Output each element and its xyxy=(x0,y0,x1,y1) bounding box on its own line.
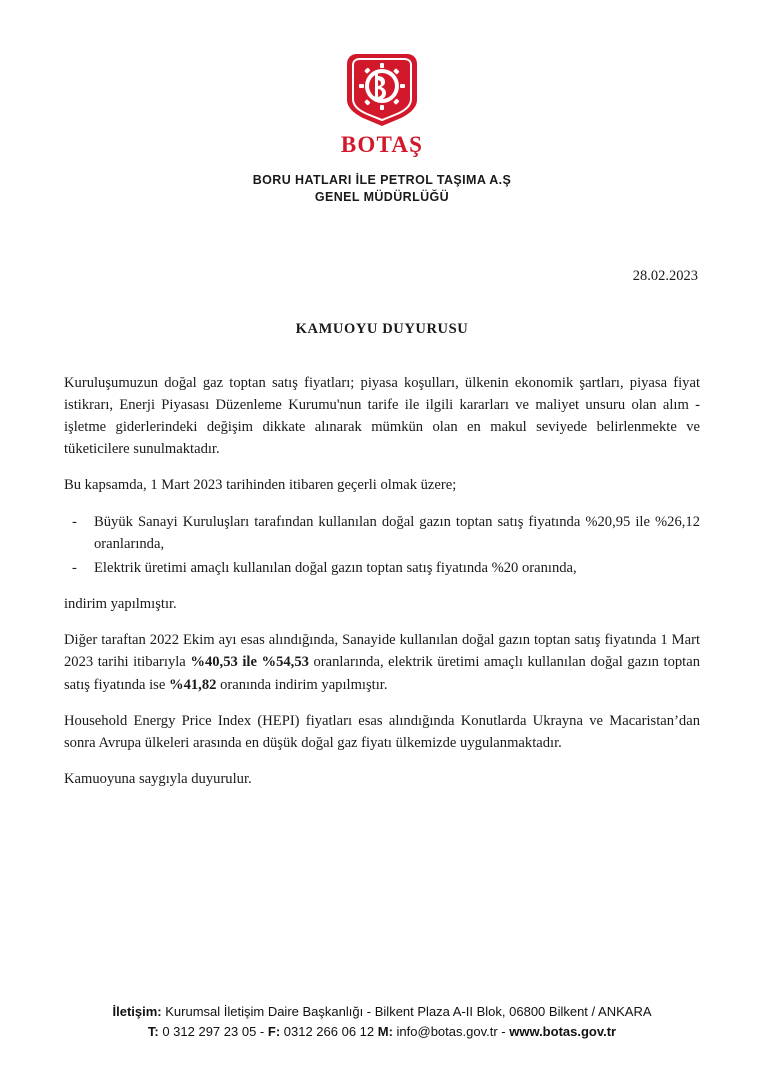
document-body xyxy=(64,372,700,791)
footer-phone-value: 0 312 297 23 05 - xyxy=(158,1023,268,1039)
bullet-marker: - xyxy=(72,513,77,530)
footer-website-link[interactable]: www.botas.gov.tr xyxy=(509,1023,617,1039)
logo-wordmark: BOTAŞ xyxy=(340,132,424,157)
paragraph-6: Kamuoyuna saygıyla duyurulur. xyxy=(64,771,252,788)
document-footer xyxy=(0,1002,764,1042)
organization-line-2: GENEL MÜDÜRLÜĞÜ xyxy=(314,189,450,204)
botas-flame-logo-icon xyxy=(339,50,425,128)
bullet-marker: - xyxy=(72,559,77,576)
footer-mail-label: M: xyxy=(377,1023,393,1039)
list-item-text: Elektrik üretimi amaçlı kullanılan doğal gazın toptan satış fiyatında %20 oranında, xyxy=(94,559,577,576)
list-item xyxy=(64,557,700,579)
paragraph-2: Bu kapsamda, 1 Mart 2023 tarihinden itibaren geçerli olmak üzere; xyxy=(64,477,457,494)
page-title: KAMUOYU DUYURUSU xyxy=(295,320,469,337)
footer-mail-value: info@botas.gov.tr - xyxy=(392,1023,510,1039)
paragraph-4-text-1: Diğer taraftan 2022 Ekim ayı esas alındığında, Sanayide kullanılan doğal gazın toptan satış fiyatında 1 Mart 2023 tarihi itibarıyla xyxy=(64,632,700,671)
footer-fax-label: F: xyxy=(267,1023,281,1039)
document-header xyxy=(64,0,700,206)
footer-phone-line xyxy=(0,1022,764,1042)
bullet-list xyxy=(64,511,700,580)
footer-contact-label: İletişim: xyxy=(112,1003,162,1019)
paragraph-4 xyxy=(64,629,700,696)
paragraph-4-text-2: oranlarında, elektrik üretimi amaçlı kullanılan doğal gazın toptan satış fiyatında ise xyxy=(64,654,700,693)
footer-phone-label: T: xyxy=(147,1023,159,1039)
document-date: 28.02.2023 xyxy=(632,267,698,284)
paragraph-1: Kuruluşumuzun doğal gaz toptan satış fiyatları; piyasa koşulları, ülkenin ekonomik şartları, piyasa fiyat istikrarı, Enerji Piyasası Düzenleme Kurumu'nun tarife ile ilgili kararları ve maliyet unsuru olan alım - işletme giderlerindeki değişim dikkate alınarak mümkün olan en makul seviyede belirlenmekte ve tüketicilere sunulmaktadır. xyxy=(64,374,700,458)
paragraph-4-highlight-2: %41,82 xyxy=(168,676,217,693)
list-item-text: Büyük Sanayi Kuruluşları tarafından kullanılan doğal gazın toptan satış fiyatında %20,95 ile %26,12 oranlarında, xyxy=(94,513,700,552)
footer-fax-value: 0312 266 06 12 xyxy=(280,1023,378,1039)
paragraph-4-text-3: oranında indirim yapılmıştır. xyxy=(216,676,388,693)
organization-line-1: BORU HATLARI İLE PETROL TAŞIMA A.Ş xyxy=(252,173,512,187)
paragraph-3: indirim yapılmıştır. xyxy=(64,596,177,613)
paragraph-4-highlight-1: %40,53 ile %54,53 xyxy=(190,654,309,671)
organization-name xyxy=(253,172,512,206)
footer-contact-value: Kurumsal İletişim Daire Başkanlığı - Bilkent Plaza A-II Blok, 06800 Bilkent / ANKARA xyxy=(161,1003,652,1019)
footer-contact-line xyxy=(0,1002,764,1022)
paragraph-5: Household Energy Price Index (HEPI) fiyatları esas alındığında Konutlarda Ukrayna ve Macaristan’dan sonra Avrupa ülkeleri arasında en düşük doğal gaz fiyatı ülkemizde uygulanmaktadır. xyxy=(64,712,700,751)
list-item xyxy=(64,511,700,555)
